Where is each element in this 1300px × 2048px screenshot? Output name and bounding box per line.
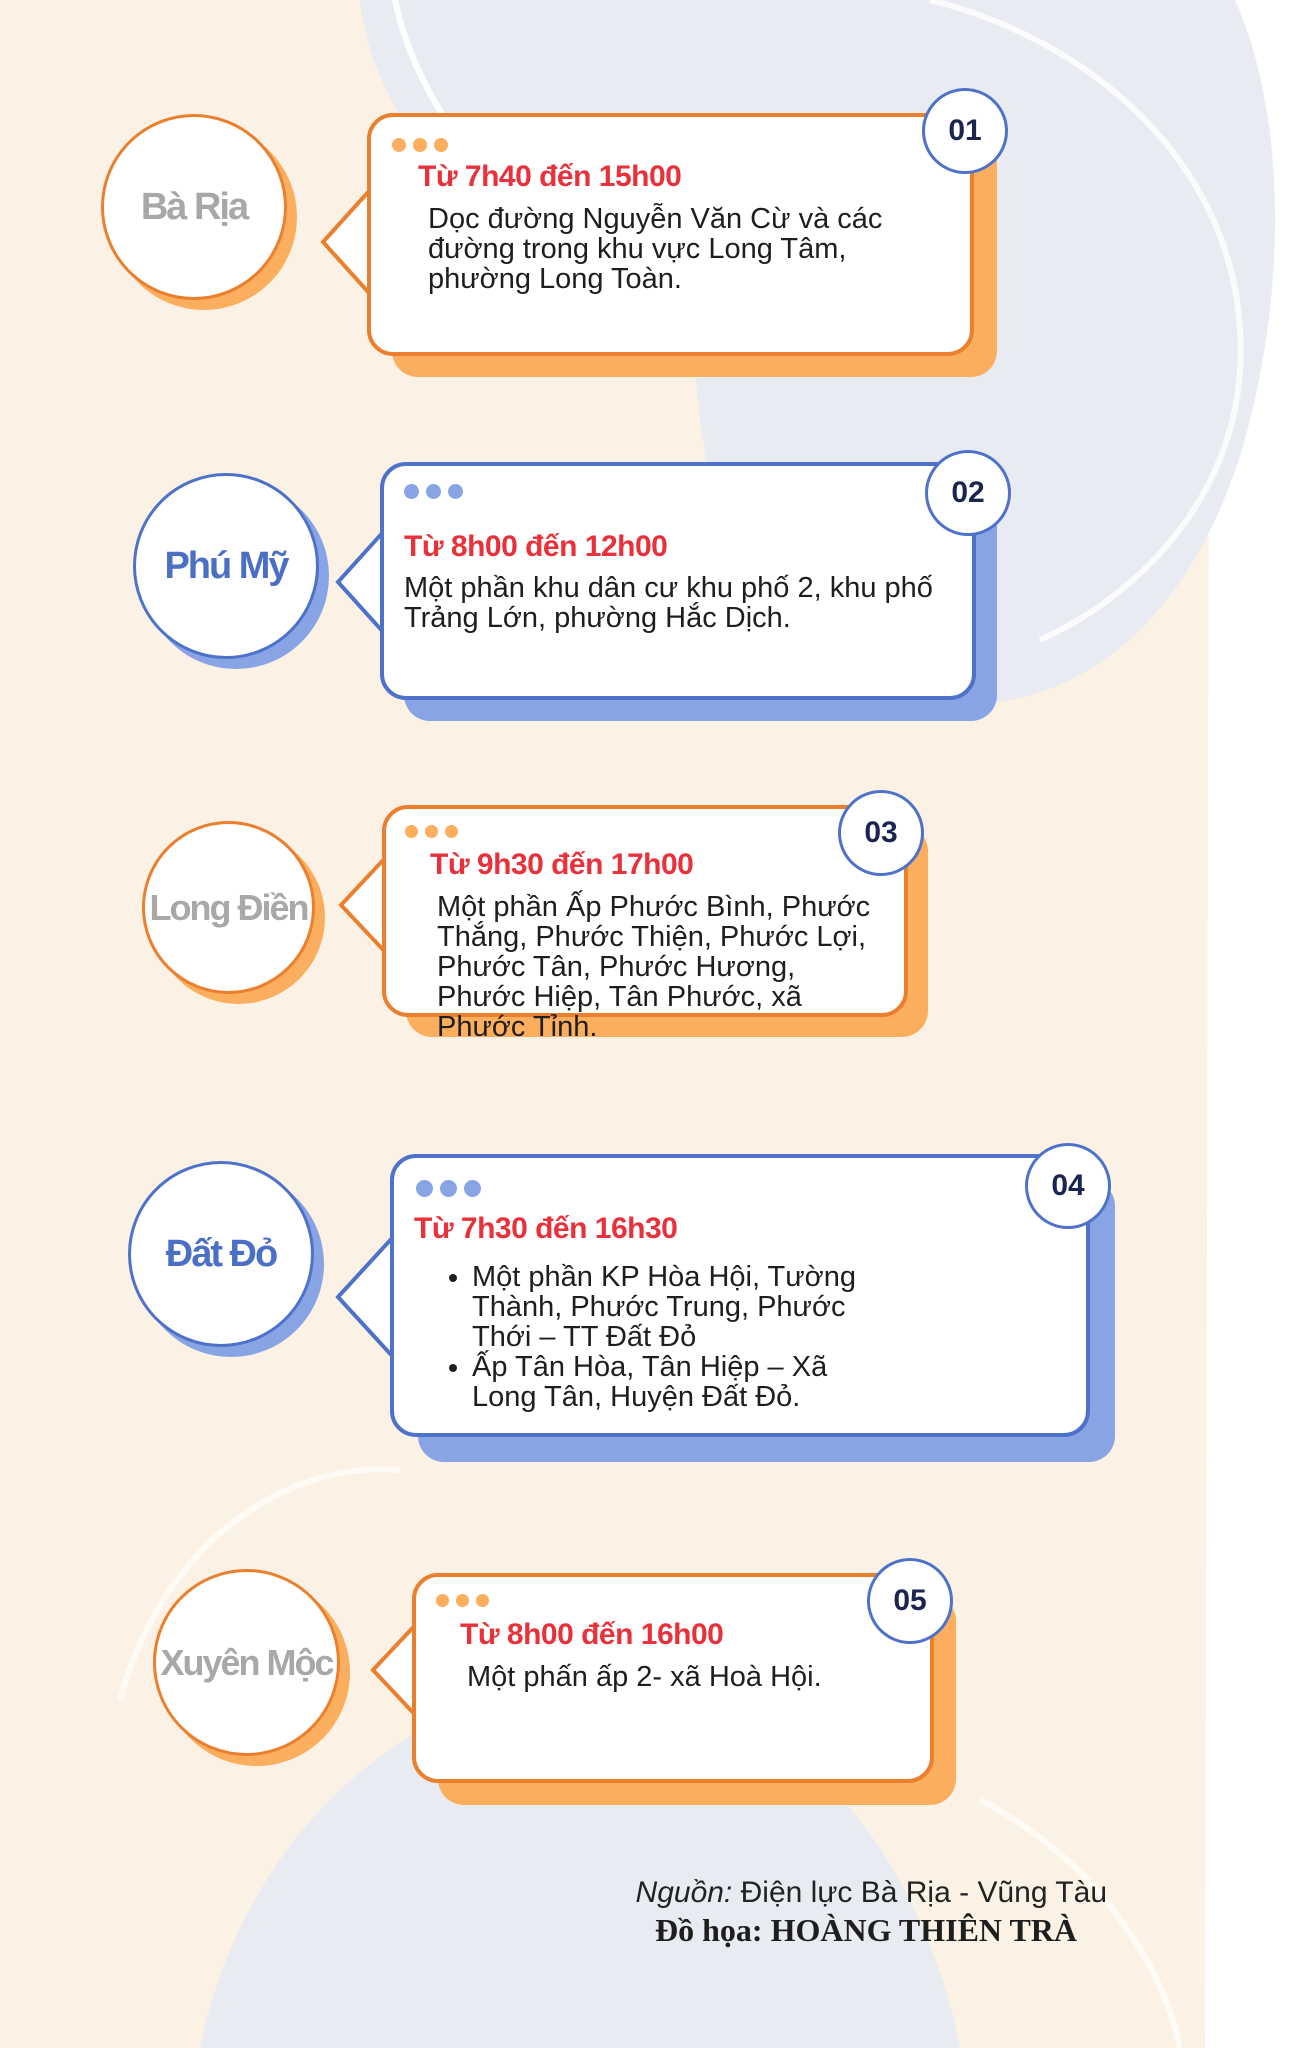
number-badge-2: 02	[925, 450, 1011, 536]
number-badge-5: 05	[867, 1558, 953, 1644]
time-range-5: Từ 8h00 đến 16h00	[460, 1618, 724, 1651]
bullet-item-4-1: • Một phần KP Hòa Hội, Tường Thành, Phước Trung, Phước Thới – TT Đất Đỏ	[472, 1262, 878, 1352]
time-range-2: Từ 8h00 đến 12h00	[404, 530, 668, 563]
description-5: Một phấn ấp 2- xã Hoà Hội.	[467, 1661, 822, 1693]
number-badge-3: 03	[838, 790, 924, 876]
number-badge-1: 01	[922, 88, 1008, 174]
description-2: Một phần khu dân cư khu phố 2, khu phố Trảng Lớn, phường Hắc Dịch.	[404, 572, 933, 634]
bullet-item-4-2: • Ấp Tân Hòa, Tân Hiệp – Xã Long Tân, Huyện Đất Đỏ.	[472, 1352, 878, 1412]
area-label-5: Xuyên Mộc	[160, 1641, 333, 1683]
bullet-list-4	[438, 1262, 878, 1412]
area-label-4: Đất Đỏ	[165, 1232, 277, 1275]
number-badge-4: 04	[1025, 1143, 1111, 1229]
area-label-3: Long Điền	[149, 886, 308, 928]
area-label-1: Bà Rịa	[140, 185, 248, 228]
description-3: Một phần Ấp Phước Bình, Phước Thắng, Phước Thiện, Phước Lợi, Phước Tân, Phước Hương, Phước Hiệp, Tân Phước, xã Phước Tỉnh.	[437, 891, 871, 1043]
source-value: Điện lực Bà Rịa - Vũng Tàu	[740, 1876, 1107, 1909]
graphics-credit: Đồ họa: HOÀNG THIÊN TRÀ	[655, 1912, 1077, 1948]
time-range-4: Từ 7h30 đến 16h30	[414, 1212, 678, 1245]
source-line	[636, 1876, 1107, 1910]
time-range-3: Từ 9h30 đến 17h00	[430, 848, 694, 881]
description-4	[438, 1262, 878, 1412]
source-label: Nguồn:	[635, 1876, 733, 1909]
description-1: Dọc đường Nguyễn Văn Cừ và các đường trong khu vực Long Tâm, phường Long Toàn.	[428, 203, 883, 295]
time-range-1: Từ 7h40 đến 15h00	[418, 160, 682, 193]
area-label-2: Phú Mỹ	[164, 544, 288, 587]
